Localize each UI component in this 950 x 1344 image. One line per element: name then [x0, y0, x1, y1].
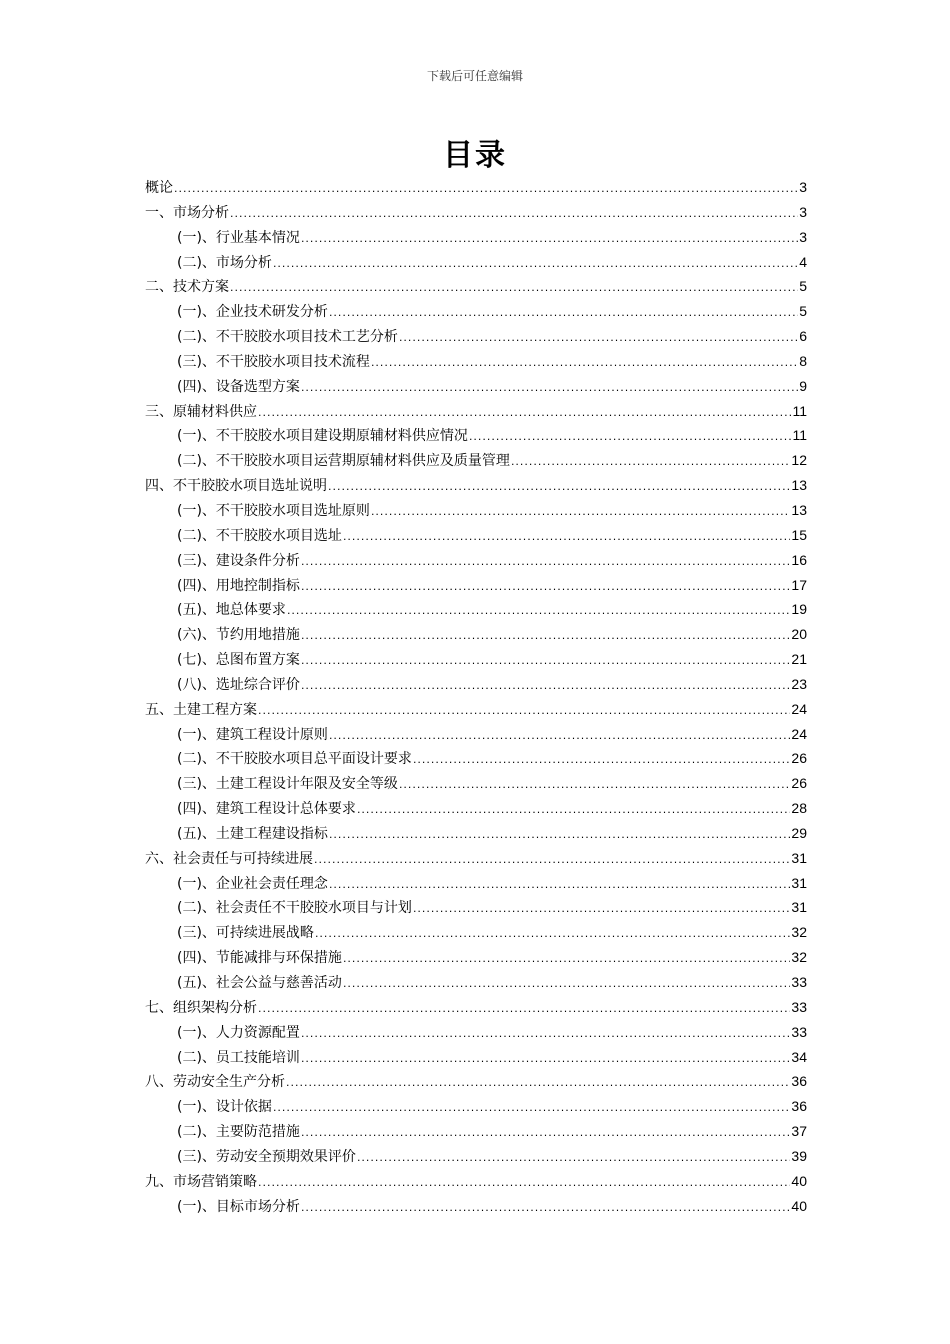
toc-entry-label: 四、不干胶胶水项目选址说明 [145, 478, 327, 495]
toc-entry[interactable] [145, 1069, 807, 1094]
toc-entry-label: (二)、社会责任不干胶胶水项目与计划 [177, 900, 412, 917]
toc-dot-leader [301, 1196, 790, 1221]
toc-entry-label: 六、社会责任与可持续进展 [145, 850, 313, 867]
toc-dot-leader [413, 897, 790, 922]
toc-entry-label: (五)、土建工程建设指标 [177, 825, 328, 842]
toc-dot-leader [357, 1146, 790, 1171]
toc-entry-page: 39 [791, 1147, 807, 1164]
toc-dot-leader [301, 649, 790, 674]
toc-entry[interactable] [145, 448, 807, 473]
toc-entry[interactable] [145, 746, 807, 771]
toc-dot-leader [399, 326, 798, 351]
toc-entry-page: 40 [791, 1197, 807, 1214]
toc-entry-label: (四)、设备选型方案 [177, 378, 300, 395]
toc-entry[interactable] [145, 473, 807, 498]
toc-entry[interactable] [145, 597, 807, 622]
toc-entry[interactable] [145, 821, 807, 846]
toc-entry[interactable] [145, 573, 807, 598]
toc-entry-label: (四)、建筑工程设计总体要求 [177, 801, 356, 818]
toc-dot-leader [329, 301, 798, 326]
toc-entry-label: (二)、不干胶胶水项目总平面设计要求 [177, 751, 412, 768]
toc-entry-page: 19 [791, 601, 807, 618]
page-title: 目录 [443, 138, 507, 173]
toc-dot-leader [329, 823, 790, 848]
toc-entry-label: (一)、不干胶胶水项目选址原则 [177, 502, 370, 519]
toc-entry-page: 8 [799, 352, 807, 369]
page-header: 下载后可任意编辑 [426, 69, 523, 83]
toc-entry-page: 32 [791, 949, 807, 966]
toc-dot-leader [343, 972, 790, 997]
toc-dot-leader [399, 773, 790, 798]
toc-entry[interactable] [145, 274, 807, 299]
toc-entry-label: (二)、不干胶胶水项目技术工艺分析 [177, 329, 398, 346]
toc-dot-leader [258, 401, 791, 426]
toc-dot-leader [511, 450, 790, 475]
toc-entry-page: 33 [791, 998, 807, 1015]
toc-entry-page: 31 [791, 874, 807, 891]
table-of-contents [145, 175, 807, 1218]
toc-entry-page: 16 [791, 551, 807, 568]
toc-entry[interactable] [145, 299, 807, 324]
toc-entry-label: (二)、不干胶胶水项目运营期原辅材料供应及质量管理 [177, 453, 510, 470]
toc-entry[interactable] [145, 349, 807, 374]
toc-entry[interactable] [145, 548, 807, 573]
toc-dot-leader [301, 550, 790, 575]
toc-entry-page: 5 [799, 303, 807, 320]
toc-dot-leader [343, 525, 790, 550]
toc-entry-page: 28 [791, 800, 807, 817]
toc-entry-label: (一)、不干胶胶水项目建设期原辅材料供应情况 [177, 428, 468, 445]
toc-entry-page: 26 [791, 750, 807, 767]
toc-entry-page: 33 [791, 974, 807, 990]
toc-entry[interactable] [145, 250, 807, 275]
toc-entry[interactable] [145, 399, 807, 424]
toc-entry-label: (三)、不干胶胶水项目技术流程 [177, 353, 370, 370]
toc-entry-page: 34 [791, 1048, 807, 1065]
toc-entry-label: 五、土建工程方案 [145, 701, 257, 718]
toc-entry-page: 29 [791, 824, 807, 841]
toc-entry-page: 21 [791, 651, 807, 668]
toc-entry-label: 三、原辅材料供应 [145, 403, 257, 420]
toc-entry-label: (二)、不干胶胶水项目选址 [177, 527, 342, 544]
toc-entry-label: (一)、人力资源配置 [177, 1024, 300, 1041]
toc-entry-label: (四)、用地控制指标 [177, 577, 300, 594]
toc-entry-label: (五)、地总体要求 [177, 602, 286, 619]
toc-entry-label: (五)、社会公益与慈善活动 [177, 975, 342, 991]
toc-entry[interactable] [145, 995, 807, 1020]
toc-entry-label: (三)、土建工程设计年限及安全等级 [177, 776, 398, 793]
toc-dot-leader [273, 1096, 790, 1121]
toc-dot-leader [329, 724, 790, 749]
toc-entry-page: 24 [791, 700, 807, 717]
toc-dot-leader [230, 202, 798, 227]
toc-entry[interactable] [145, 498, 807, 523]
toc-entry-page: 13 [791, 501, 807, 518]
toc-entry-label: (二)、市场分析 [177, 254, 272, 271]
toc-entry-label: (二)、员工技能培训 [177, 1049, 300, 1066]
toc-entry-label: (六)、节约用地措施 [177, 627, 300, 644]
toc-entry-page: 31 [791, 849, 807, 866]
toc-entry[interactable] [145, 1144, 807, 1169]
toc-dot-leader [413, 748, 790, 773]
toc-entry[interactable] [145, 796, 807, 821]
toc-entry[interactable] [145, 1169, 807, 1194]
toc-entry-page: 3 [799, 228, 807, 245]
toc-dot-leader [301, 1047, 790, 1072]
toc-entry[interactable] [145, 697, 807, 722]
toc-entry-label: (三)、建设条件分析 [177, 552, 300, 569]
toc-dot-leader [328, 475, 790, 500]
toc-entry-label: 一、市场分析 [145, 204, 229, 221]
toc-dot-leader [258, 699, 790, 724]
toc-dot-leader [287, 599, 790, 624]
toc-entry-label: (一)、目标市场分析 [177, 1198, 300, 1215]
toc-entry[interactable] [145, 523, 807, 548]
toc-entry-page: 33 [791, 1023, 807, 1040]
toc-dot-leader [314, 848, 790, 873]
toc-entry-page: 26 [791, 775, 807, 792]
toc-entry[interactable] [145, 771, 807, 796]
toc-entry[interactable] [145, 622, 807, 647]
toc-entry-page: 36 [791, 1098, 807, 1115]
toc-dot-leader [301, 227, 798, 252]
toc-dot-leader [371, 351, 798, 376]
toc-entry[interactable] [145, 324, 807, 349]
toc-dot-leader [315, 922, 790, 947]
toc-entry-page: 24 [791, 725, 807, 742]
toc-dot-leader [174, 177, 798, 202]
toc-entry-page: 3 [799, 203, 807, 220]
toc-entry[interactable] [145, 920, 807, 945]
toc-entry-label: 八、劳动安全生产分析 [145, 1074, 285, 1091]
toc-entry-label: (三)、劳动安全预期效果评价 [177, 1148, 356, 1165]
toc-entry-page: 37 [791, 1123, 807, 1140]
toc-entry-label: (一)、企业技术研发分析 [177, 304, 328, 321]
toc-entry-label: (七)、总图布置方案 [177, 652, 300, 669]
toc-entry[interactable] [145, 225, 807, 250]
toc-entry[interactable] [145, 672, 807, 697]
toc-dot-leader [357, 798, 790, 823]
toc-entry-label: 九、市场营销策略 [145, 1173, 257, 1190]
toc-entry[interactable] [145, 374, 807, 399]
toc-entry-page: 36 [791, 1073, 807, 1090]
toc-dot-leader [286, 1071, 790, 1096]
toc-dot-leader [230, 276, 798, 301]
toc-entry[interactable] [145, 1020, 807, 1045]
toc-dot-leader [301, 1022, 790, 1047]
toc-dot-leader [371, 500, 790, 525]
toc-entry[interactable] [145, 846, 807, 871]
toc-entry-page: 5 [799, 278, 807, 295]
toc-entry[interactable] [145, 175, 807, 200]
toc-dot-leader [258, 997, 790, 1022]
toc-entry[interactable] [145, 871, 807, 896]
toc-entry-page: 23 [791, 675, 807, 692]
toc-entry-page: 4 [799, 253, 807, 270]
toc-entry-page: 9 [799, 377, 807, 394]
toc-entry-page: 15 [791, 526, 807, 543]
toc-entry[interactable] [145, 970, 807, 995]
toc-dot-leader [469, 425, 792, 450]
toc-entry[interactable] [145, 1094, 807, 1119]
toc-entry-page: 32 [791, 924, 807, 941]
toc-entry-label: 概论 [145, 180, 173, 196]
toc-entry[interactable] [145, 1045, 807, 1070]
toc-entry-label: (三)、可持续进展战略 [177, 925, 314, 942]
toc-dot-leader [301, 674, 790, 699]
toc-entry-page: 17 [791, 576, 807, 593]
toc-entry[interactable] [145, 1194, 807, 1219]
toc-entry[interactable] [145, 200, 807, 225]
toc-entry-page: 11 [792, 427, 807, 444]
toc-entry[interactable] [145, 722, 807, 747]
toc-dot-leader [273, 252, 798, 277]
toc-dot-leader [329, 873, 790, 898]
toc-entry-label: (四)、节能减排与环保措施 [177, 950, 342, 967]
toc-entry-page: 6 [799, 328, 807, 345]
toc-entry-page: 11 [792, 402, 807, 419]
toc-entry-page: 12 [791, 452, 807, 469]
toc-entry-label: (八)、选址综合评价 [177, 676, 300, 693]
toc-entry-page: 20 [791, 626, 807, 643]
toc-dot-leader [301, 575, 790, 600]
toc-dot-leader [258, 1171, 790, 1196]
toc-entry-label: (一)、企业社会责任理念 [177, 875, 328, 892]
toc-entry[interactable] [145, 895, 807, 920]
toc-entry-label: (一)、设计依据 [177, 1099, 272, 1116]
toc-entry-label: (二)、主要防范措施 [177, 1124, 300, 1141]
toc-entry-page: 13 [791, 477, 807, 494]
toc-dot-leader [343, 947, 790, 972]
toc-entry-label: 七、组织架构分析 [145, 999, 257, 1016]
toc-entry-page: 40 [791, 1172, 807, 1189]
toc-dot-leader [301, 624, 790, 649]
toc-entry-label: 二、技术方案 [145, 279, 229, 296]
toc-entry[interactable] [145, 1119, 807, 1144]
toc-entry-label: (一)、行业基本情况 [177, 229, 300, 246]
toc-entry[interactable] [145, 423, 807, 448]
toc-entry-page: 31 [791, 899, 807, 916]
toc-entry[interactable] [145, 945, 807, 970]
toc-dot-leader [301, 376, 798, 401]
toc-entry[interactable] [145, 647, 807, 672]
toc-dot-leader [301, 1121, 790, 1146]
toc-entry-label: (一)、建筑工程设计原则 [177, 726, 328, 743]
toc-entry-page: 3 [799, 179, 807, 195]
